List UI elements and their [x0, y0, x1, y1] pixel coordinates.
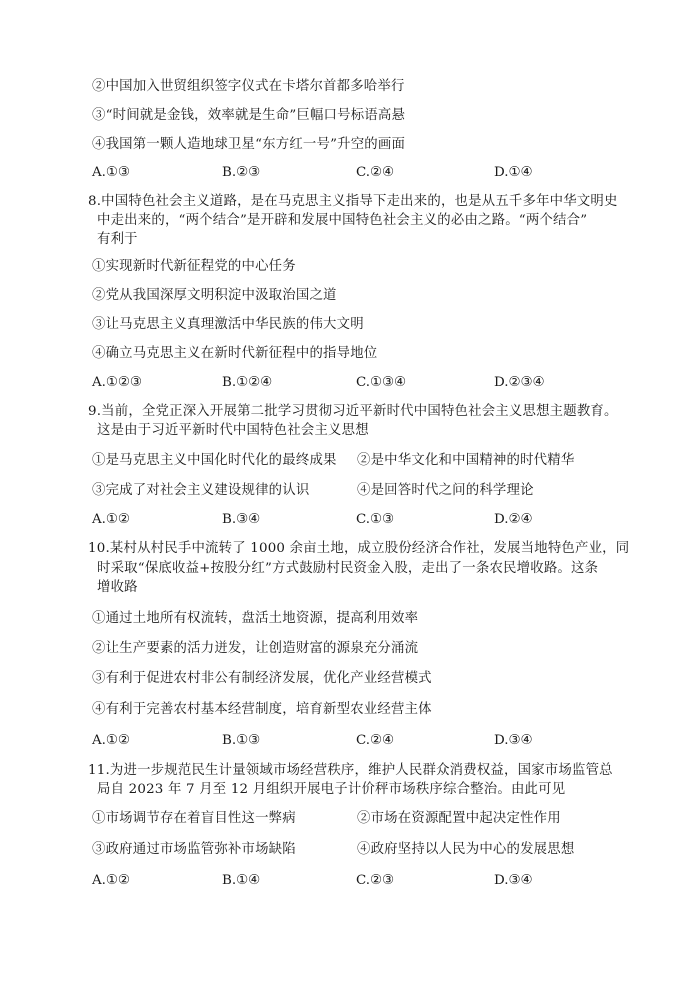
q11-stem-line-2: 局自 2023 年 7 月至 12 月组织开展电子计价秤市场秩序综合整治。由此可见 — [97, 782, 566, 797]
q11-choice-c: C.②③ — [356, 873, 395, 888]
q10-option-4: ④有利于完善农村基本经营制度，培育新型农业经营主体 — [92, 702, 432, 717]
q7-option-4: ④我国第一颗人造地球卫星“东方红一号”升空的画面 — [92, 137, 406, 152]
q10-choice-d: D.③④ — [494, 733, 533, 748]
q10-stem-line-3: 增收路 — [97, 580, 138, 595]
q10-option-1: ①通过土地所有权流转，盘活土地资源，提高利用效率 — [92, 611, 419, 626]
q11-choice-b: B.①④ — [222, 873, 261, 888]
q9-option-1: ①是马克思主义中国化时代化的最终成果 — [92, 453, 337, 468]
q10-choice-b: B.①③ — [222, 733, 261, 748]
q8-stem-line-1: 8.中国特色社会主义道路，是在马克思主义指导下走出来的，也是从五千多年中华文明史 — [88, 194, 618, 209]
q10-stem-line-1: 10.某村从村民手中流转了 1000 余亩土地，成立股份经济合作社，发展当地特色产业，同 — [88, 541, 630, 556]
q11-choice-a: A.①② — [92, 873, 130, 888]
q11-option-4: ④政府坚持以人民为中心的发展思想 — [357, 842, 575, 857]
q11-option-3: ③政府通过市场监管弥补市场缺陷 — [92, 842, 296, 857]
q7-choice-c: C.②④ — [356, 165, 395, 180]
q7-choice-a: A.①③ — [92, 165, 130, 180]
q7-choice-b: B.②③ — [222, 165, 261, 180]
q9-choice-d: D.②④ — [494, 512, 533, 527]
q8-stem-line-2: 中走出来的，“两个结合”是开辟和发展中国特色社会主义的必由之路。“两个结合” — [97, 213, 588, 228]
q8-choice-b: B.①②④ — [222, 375, 273, 390]
q9-stem-line-2: 这是由于习近平新时代中国特色社会主义思想 — [97, 423, 369, 438]
q8-option-3: ③让马克思主义真理激活中华民族的伟大文明 — [92, 317, 364, 332]
q7-option-3: ③“时间就是金钱，效率就是生命”巨幅口号标语高悬 — [92, 108, 406, 123]
q7-option-2: ②中国加入世贸组织签字仪式在卡塔尔首都多哈举行 — [92, 79, 405, 94]
q9-option-3: ③完成了对社会主义建设规律的认识 — [92, 483, 310, 498]
q10-choice-a: A.①② — [92, 733, 130, 748]
q10-option-3: ③有利于促进农村非公有制经济发展，优化产业经营模式 — [92, 671, 432, 686]
q11-stem-line-1: 11.为进一步规范民生计量领域市场经营秩序，维护人民群众消费权益，国家市场监管总 — [88, 763, 613, 778]
q8-choice-a: A.①②③ — [92, 375, 142, 390]
q9-choice-c: C.①③ — [356, 512, 395, 527]
q9-option-2: ②是中华文化和中国精神的时代精华 — [357, 453, 575, 468]
q11-choice-d: D.③④ — [494, 873, 533, 888]
q9-stem-line-1: 9.当前，全党正深入开展第二批学习贯彻习近平新时代中国特色社会主义思想主题教育。 — [88, 404, 618, 419]
q11-option-2: ②市场在资源配置中起决定性作用 — [357, 811, 561, 826]
q11-option-1: ①市场调节存在着盲目性这一弊病 — [92, 811, 296, 826]
q10-option-2: ②让生产要素的活力迸发，让创造财富的源泉充分涌流 — [92, 641, 419, 656]
q8-option-1: ①实现新时代新征程党的中心任务 — [92, 259, 296, 274]
q9-choice-b: B.③④ — [222, 512, 261, 527]
q8-stem-line-3: 有利于 — [97, 232, 138, 247]
q8-option-4: ④确立马克思主义在新时代新征程中的指导地位 — [92, 346, 378, 361]
q9-choice-a: A.①② — [92, 512, 130, 527]
q10-choice-c: C.②④ — [356, 733, 395, 748]
q8-option-2: ②党从我国深厚文明积淀中汲取治国之道 — [92, 288, 337, 303]
q10-stem-line-2: 时采取“保底收益+按股分红”方式鼓励村民资金入股，走出了一条农民增收路。这条 — [97, 561, 599, 576]
q9-option-4: ④是回答时代之问的科学理论 — [357, 483, 534, 498]
q8-choice-d: D.②③④ — [494, 375, 545, 390]
q8-choice-c: C.①③④ — [356, 375, 407, 390]
q7-choice-d: D.①④ — [494, 165, 533, 180]
